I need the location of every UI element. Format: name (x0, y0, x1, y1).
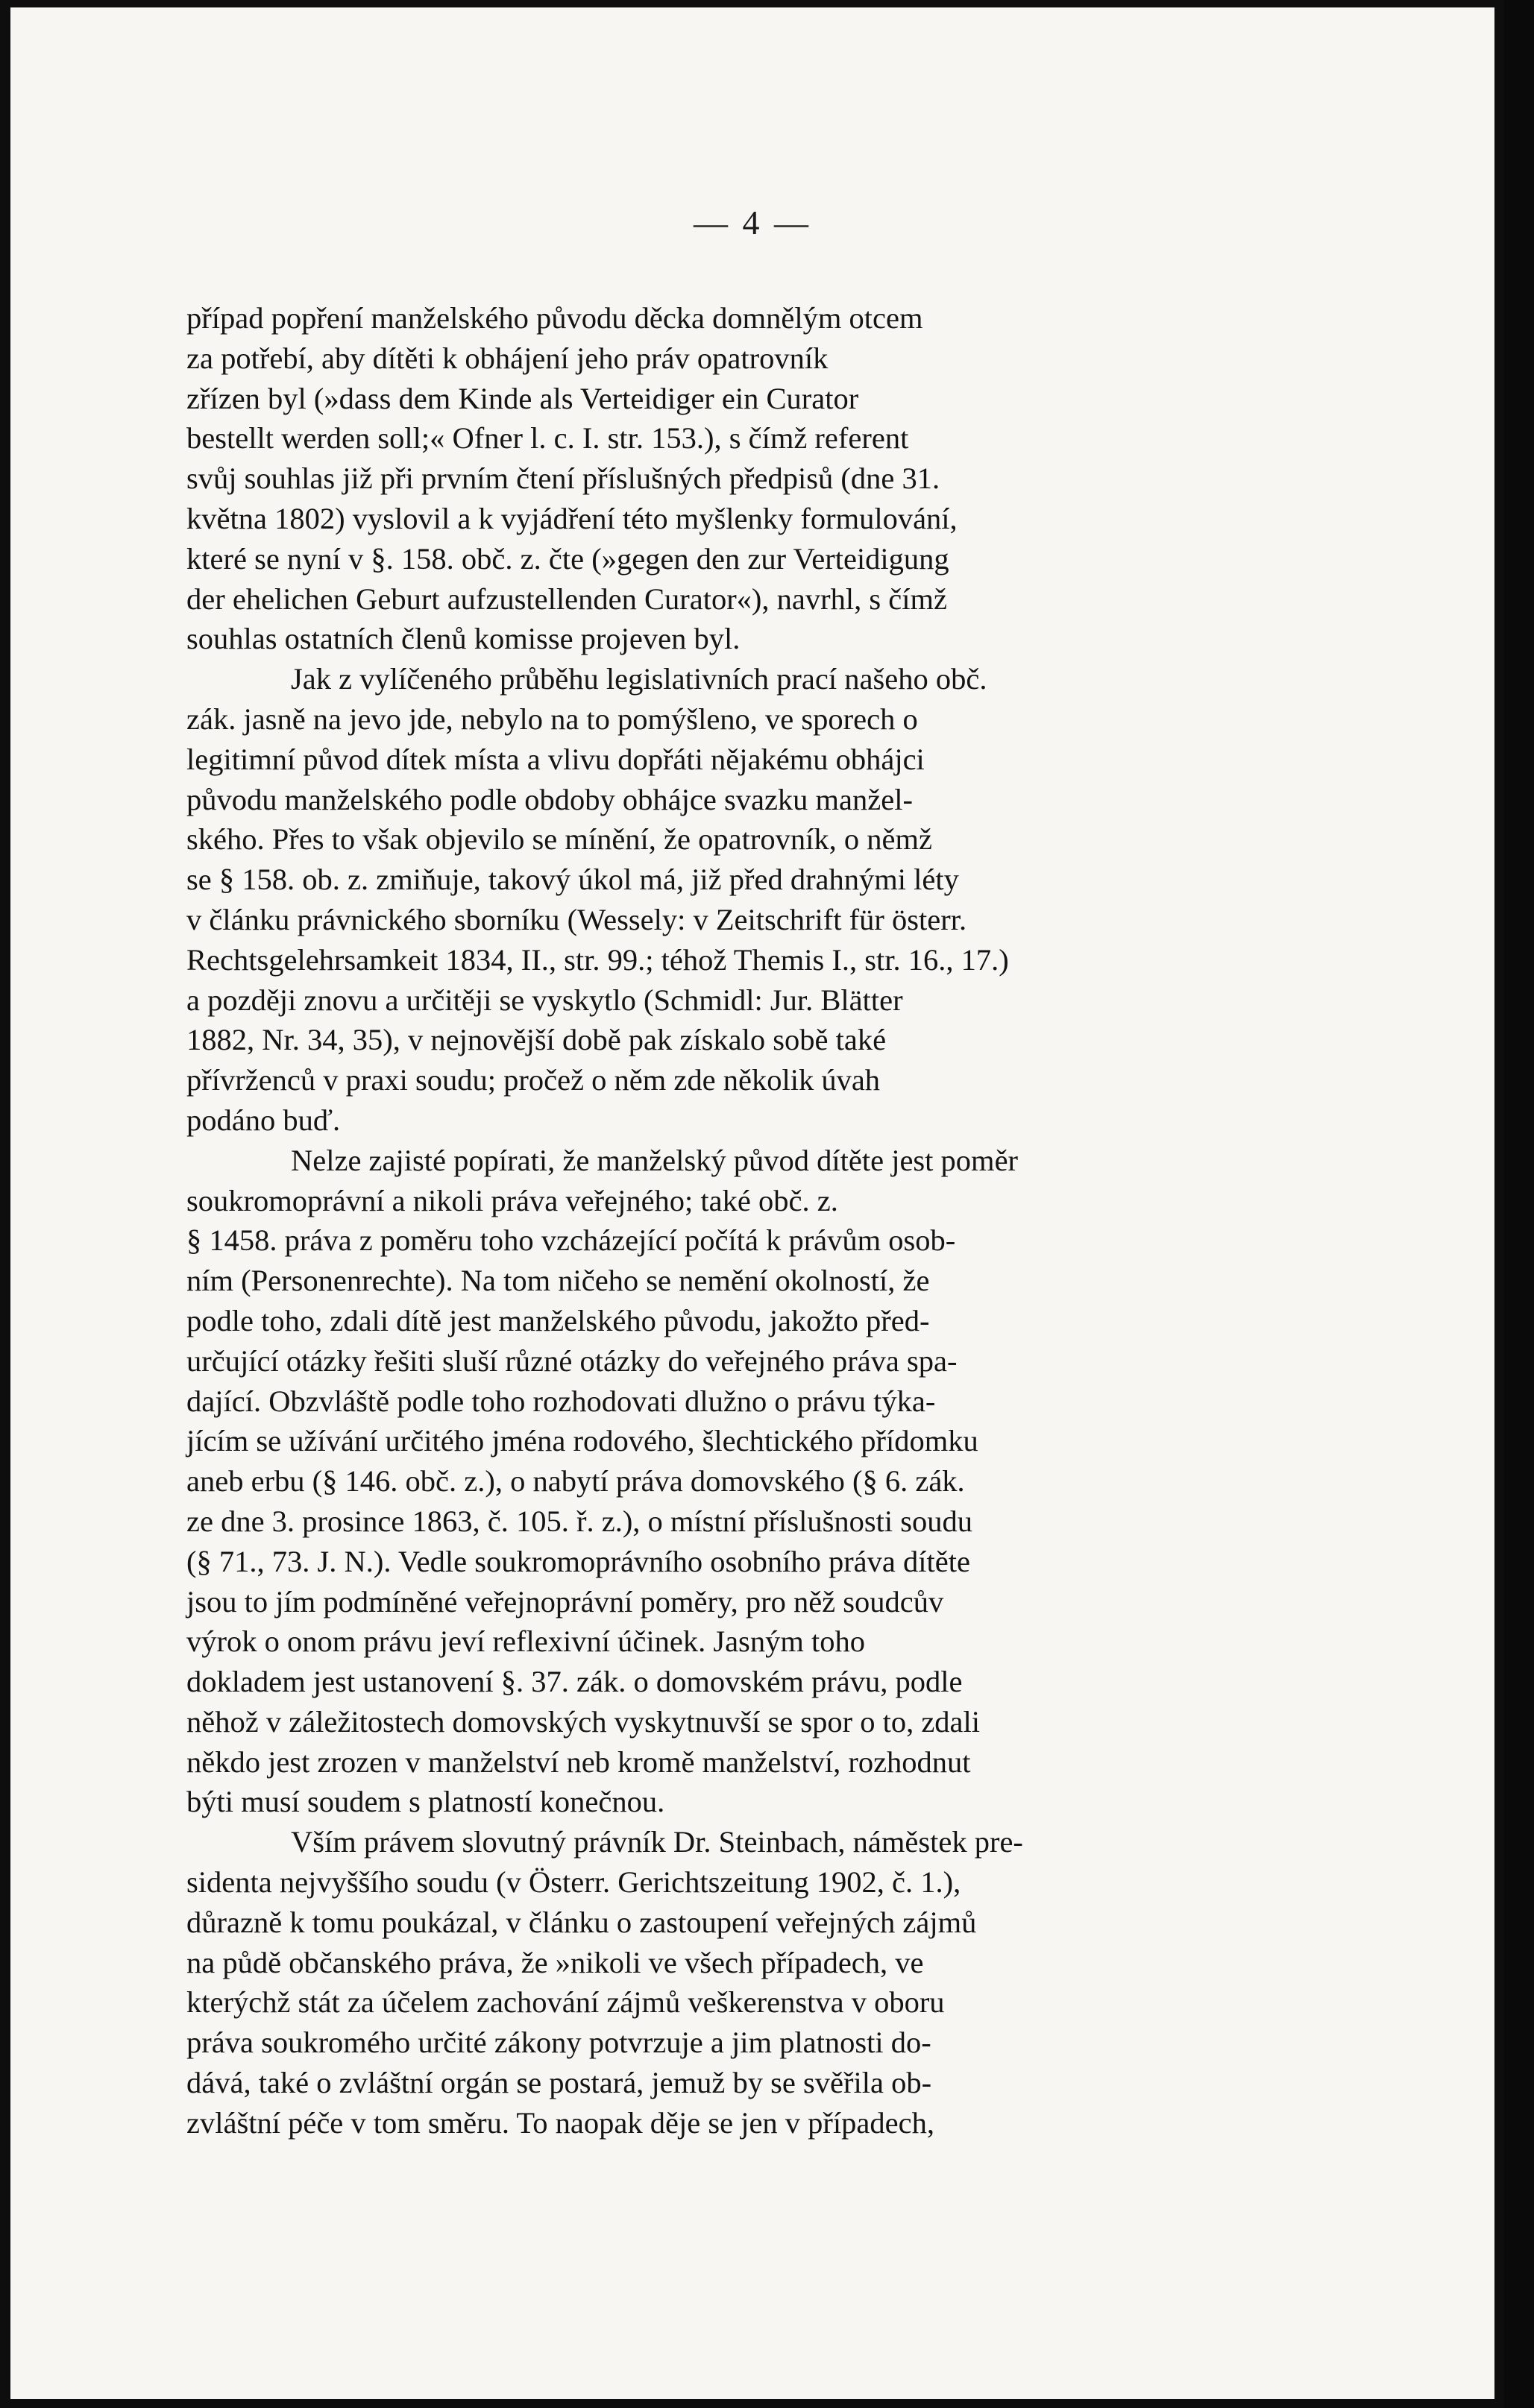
text-line: podáno buď. (186, 1103, 341, 1137)
text-line: práva soukromého určité zákony potvrzuje a jim platnosti do- (186, 2026, 931, 2060)
text-line: podle toho, zdali dítě jest manželského původu, jakožto před- (186, 1303, 930, 1337)
document-page (10, 7, 1494, 2399)
text-line: a později znovu a určitěji se vyskytlo (Schmidl: Jur. Blätter (186, 983, 903, 1017)
body-text (186, 298, 1342, 2143)
text-line: něhož v záležitostech domovských vyskytnuvší se spor o to, zdali (186, 1704, 981, 1739)
page-number: — 4 — (694, 204, 811, 242)
text-line: se § 158. ob. z. zmiňuje, takový úkol má, již před drahnými léty (186, 863, 959, 897)
text-line: bestellt werden soll;« Ofner l. c. I. str. 153.), s čímž referent (186, 421, 909, 456)
text-line: přívrženců v praxi soudu; pročež o něm zde několik úvah (186, 1063, 881, 1097)
text-line: na půdě občanského práva, že »nikoli ve všech případech, ve (186, 1945, 924, 1979)
text-line: určující otázky řešiti sluší různé otázky do veřejného práva spa- (186, 1343, 958, 1378)
text-line: zvláštní péče v tom směru. To naopak děje se jen v případech, (186, 2105, 934, 2140)
text-line: 1882, Nr. 34, 35), v nejnovější době pak získalo sobě také (186, 1023, 887, 1057)
text-line: důrazně k tomu poukázal, v článku o zastoupení veřejných zájmů (186, 1905, 977, 1939)
text-line: soukromoprávní a nikoli práva veřejného; také obč. z. (186, 1183, 838, 1217)
text-line: května 1802) vyslovil a k vyjádření této myšlenky formulování, (186, 501, 958, 535)
text-line: legitimní původ dítek místa a vlivu dopřáti nějakému obhájci (186, 742, 925, 776)
text-line: původu manželského podle obdoby obhájce svazku manžel- (186, 782, 913, 816)
text-line: dokladem jest ustanovení §. 37. zák. o domovském právu, podle (186, 1665, 963, 1699)
text-line: sidenta nejvyššího soudu (v Österr. Gerichtszeitung 1902, č. 1.), (186, 1865, 961, 1900)
text-line: kterýchž stát za účelem zachování zájmů veškerenstva v oboru (186, 1985, 945, 2020)
text-line: aneb erbu (§ 146. obč. z.), o nabytí práva domovského (§ 6. zák. (186, 1464, 965, 1498)
text-line: Vším právem slovutný právník Dr. Steinbach, náměstek pre- (291, 1825, 1023, 1859)
text-line: souhlas ostatních členů komisse projeven byl. (186, 622, 741, 656)
text-line: případ popření manželského původu děcka domnělým otcem (186, 301, 923, 335)
text-line: jícím se užívání určitého jména rodového, šlechtického přídomku (186, 1424, 978, 1458)
text-line: jsou to jím podmíněné veřejnoprávní poměry, pro něž soudcův (186, 1584, 944, 1619)
text-line: za potřebí, aby dítěti k obhájení jeho práv opatrovník (186, 341, 829, 375)
text-line: někdo jest zrozen v manželství neb kromě manželství, rozhodnut (186, 1744, 971, 1779)
text-line: dající. Obzvláště podle toho rozhodovati dlužno o právu týka- (186, 1384, 936, 1418)
text-line: (§ 71., 73. J. N.). Vedle soukromoprávního osobního práva dítěte (186, 1544, 970, 1578)
text-line: v článku právnického sborníku (Wessely: v Zeitschrift für österr. (186, 902, 967, 936)
text-line: výrok o onom právu jeví reflexivní účinek. Jasným toho (186, 1624, 865, 1659)
text-line: Nelze zajisté popírati, že manželský původ dítěte jest poměr (291, 1143, 1019, 1177)
text-line: býti musí soudem s platností konečnou. (186, 1785, 665, 1819)
text-line: ského. Přes to však objevilo se mínění, že opatrovník, o němž (186, 822, 932, 857)
text-line: které se nyní v §. 158. obč. z. čte (»gegen den zur Verteidigung (186, 541, 949, 576)
text-line: zřízen byl (»dass dem Kinde als Verteidiger ein Curator (186, 381, 859, 415)
text-line: dává, také o zvláštní orgán se postará, jemuž by se svěřila ob- (186, 2066, 932, 2100)
text-line: Jak z vylíčeného průběhu legislativních prací našeho obč. (291, 662, 987, 696)
text-line: § 1458. práva z poměru toho vzcházející počítá k právům osob- (186, 1223, 956, 1258)
text-line: der ehelichen Geburt aufzustellenden Curator«), navrhl, s čímž (186, 581, 947, 616)
text-line: svůj souhlas již při prvním čtení příslušných předpisů (dne 31. (186, 461, 940, 496)
text-line: Rechtsgelehrsamkeit 1834, II., str. 99.; téhož Themis I., str. 16., 17.) (186, 942, 1009, 977)
scan-border (1504, 0, 1534, 2408)
text-line: ze dne 3. prosince 1863, č. 105. ř. z.), o místní příslušnosti soudu (186, 1504, 972, 1538)
text-line: zák. jasně na jevo jde, nebylo na to pomýšleno, ve sporech o (186, 702, 918, 736)
text-line: ním (Personenrechte). Na tom ničeho se nemění okolností, že (186, 1264, 930, 1298)
